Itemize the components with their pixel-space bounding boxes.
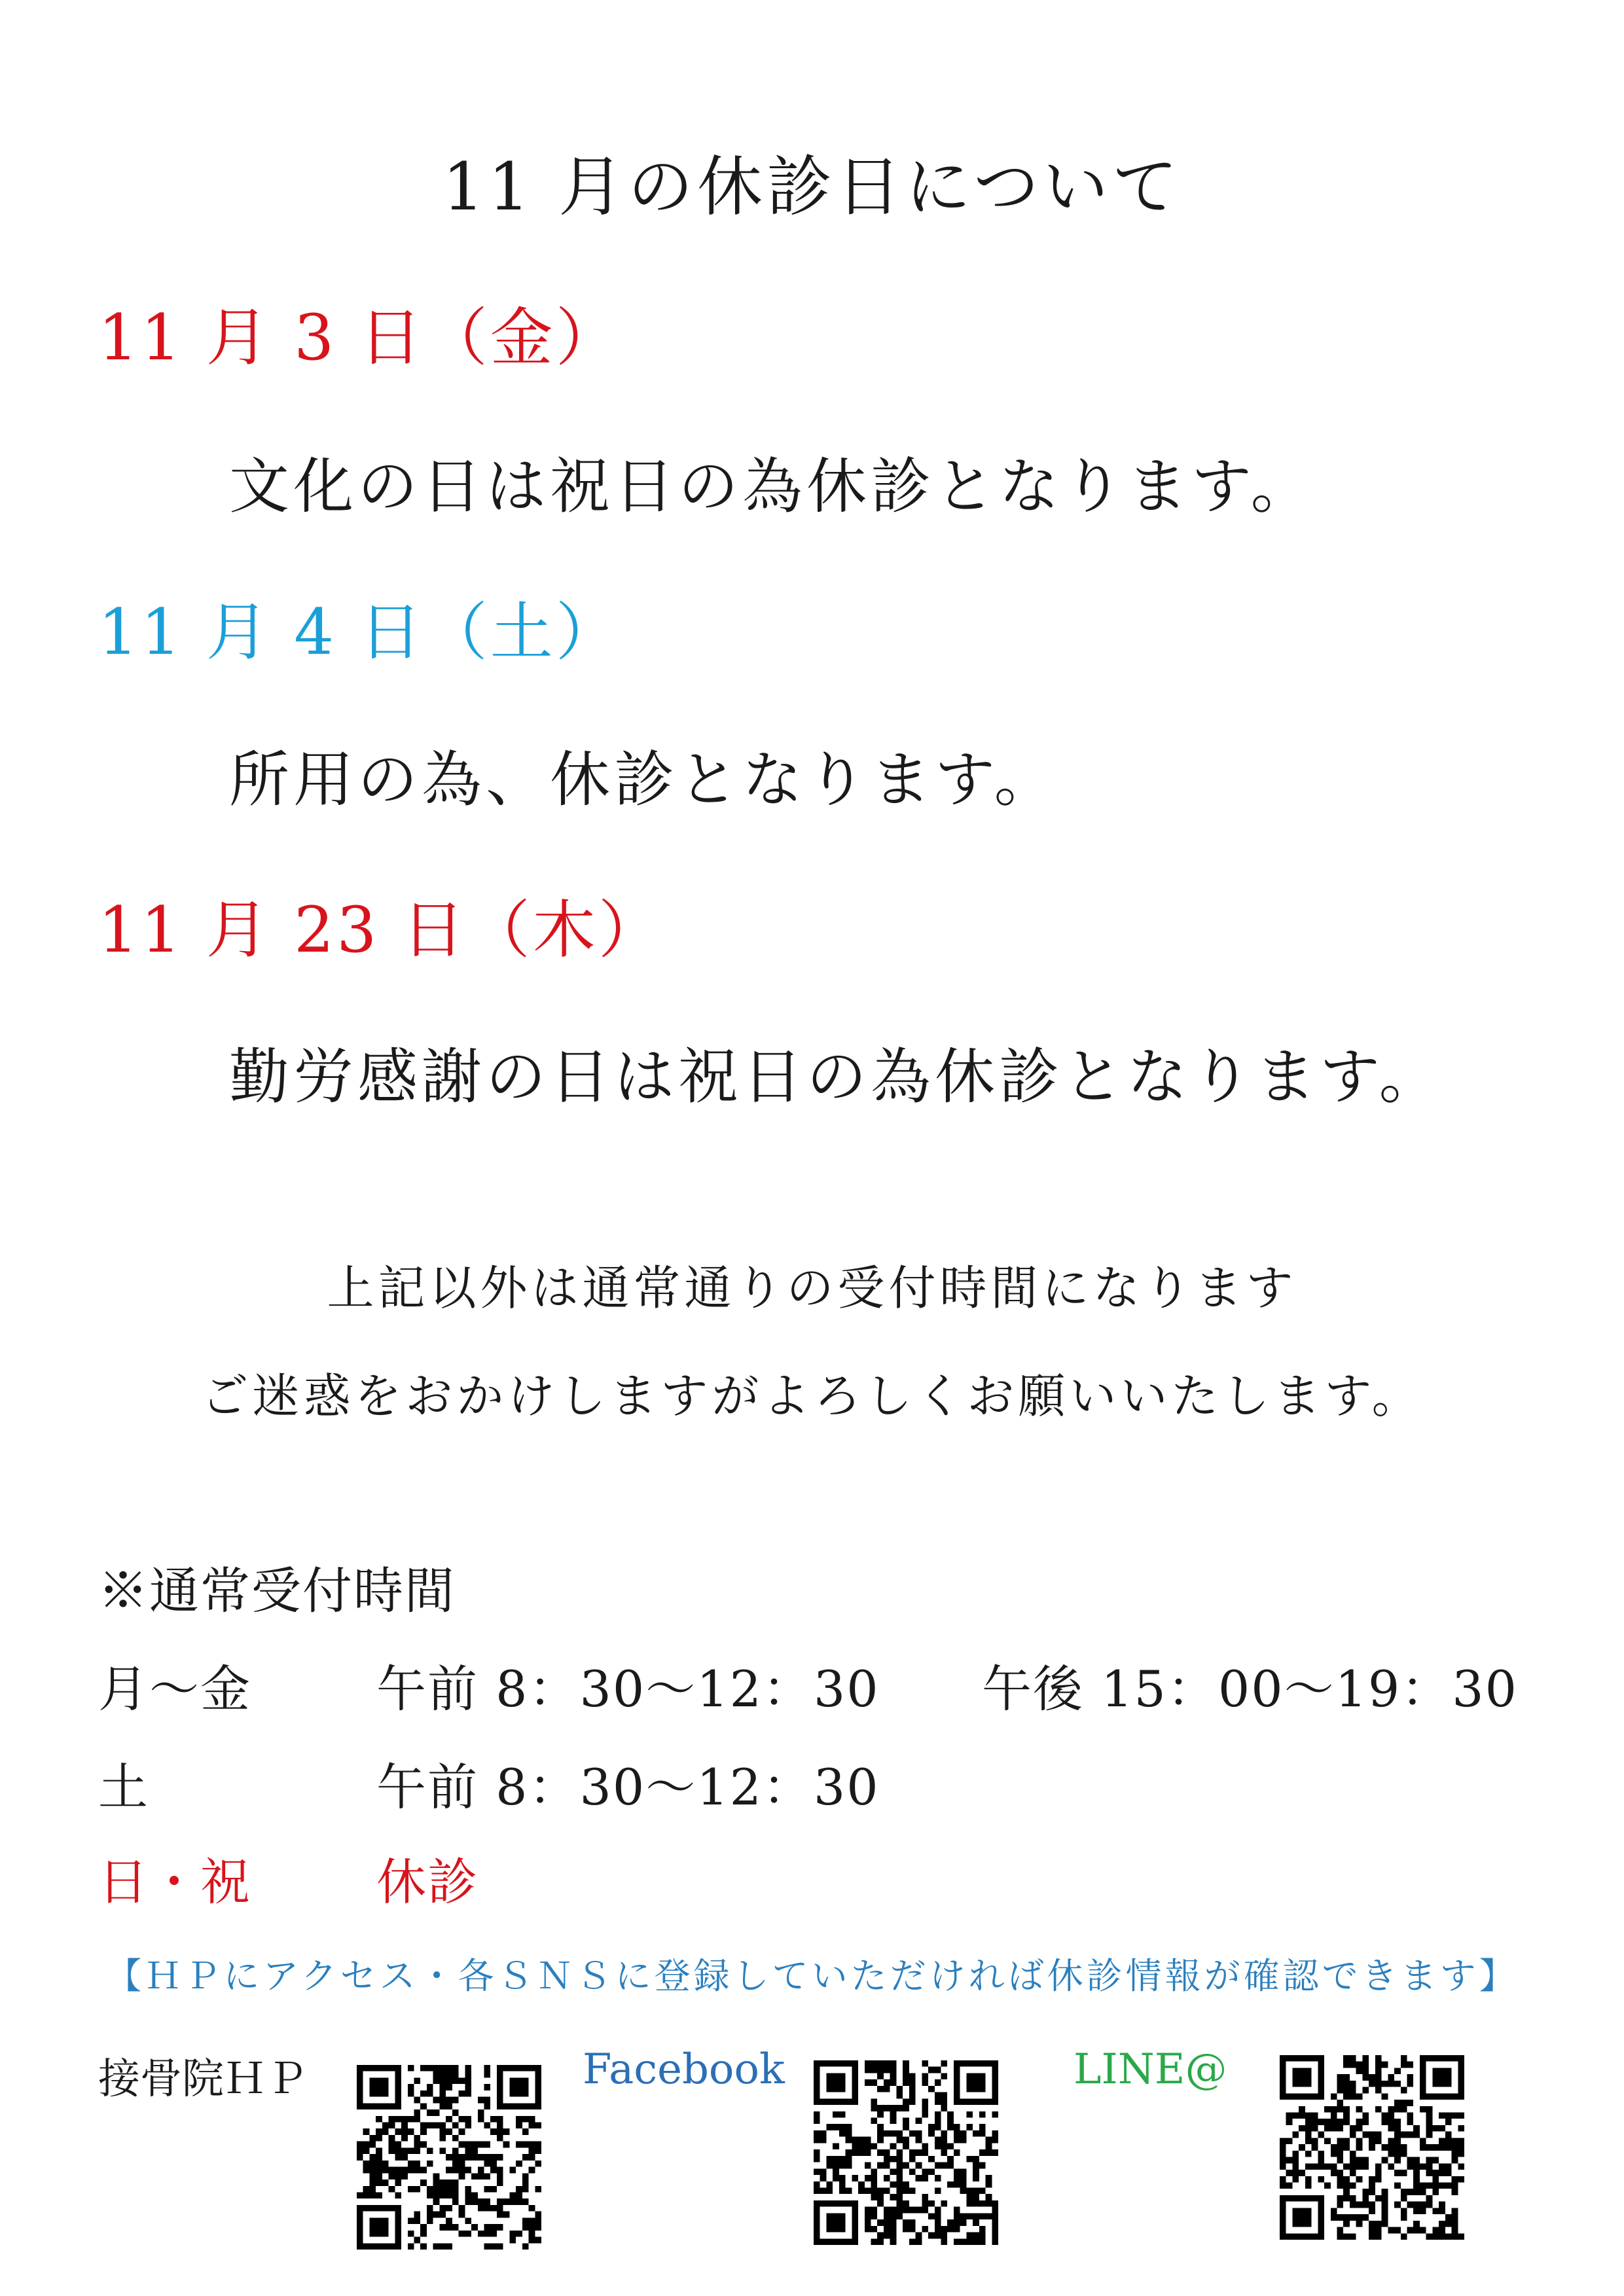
- hp-label: 接骨院ＨＰ: [98, 2055, 308, 2104]
- closure-reason-3: 勤労感謝の日は祝日の為休診となります。: [229, 1042, 1443, 1112]
- line-qr-code[interactable]: [1280, 2055, 1464, 2240]
- facebook-label[interactable]: Facebook: [583, 2045, 785, 2094]
- closure-date-2: 11 月 4 日（土）: [98, 596, 621, 669]
- closure-date-3: 11 月 23 日（木）: [98, 893, 664, 967]
- hours-weekday-label: 月～金: [98, 1660, 251, 1718]
- closure-reason-1: 文化の日は祝日の為休診となります。: [229, 452, 1315, 522]
- hours-weekday-am: 午前 8：30～12：30: [376, 1660, 880, 1718]
- hp-qr-code[interactable]: [357, 2065, 541, 2250]
- closure-reason-2: 所用の為、休診となります。: [229, 745, 1058, 815]
- facebook-qr-code[interactable]: [814, 2060, 998, 2245]
- hours-holiday-label: 日・祝: [98, 1853, 251, 1911]
- note-line-2: ご迷惑をおかけしますがよろしくお願いいたします。: [201, 1369, 1423, 1424]
- hours-weekday-pm: 午後 15：00～19：30: [982, 1660, 1518, 1718]
- note-line-1: 上記以外は通常通りの受付時間になります: [327, 1261, 1297, 1316]
- hours-holiday-value: 休診: [376, 1853, 478, 1911]
- hours-heading: ※通常受付時間: [98, 1562, 456, 1620]
- sns-banner: 【ＨＰにアクセス・各ＳＮＳに登録していただければ休診情報が確認できます】: [105, 1955, 1519, 1997]
- closure-date-1: 11 月 3 日（金）: [98, 301, 621, 374]
- page-title: 11 月の休診日について: [442, 149, 1182, 225]
- line-label[interactable]: LINE@: [1074, 2045, 1227, 2094]
- hours-saturday-am: 午前 8：30～12：30: [376, 1758, 880, 1816]
- hours-saturday-label: 土: [98, 1758, 149, 1816]
